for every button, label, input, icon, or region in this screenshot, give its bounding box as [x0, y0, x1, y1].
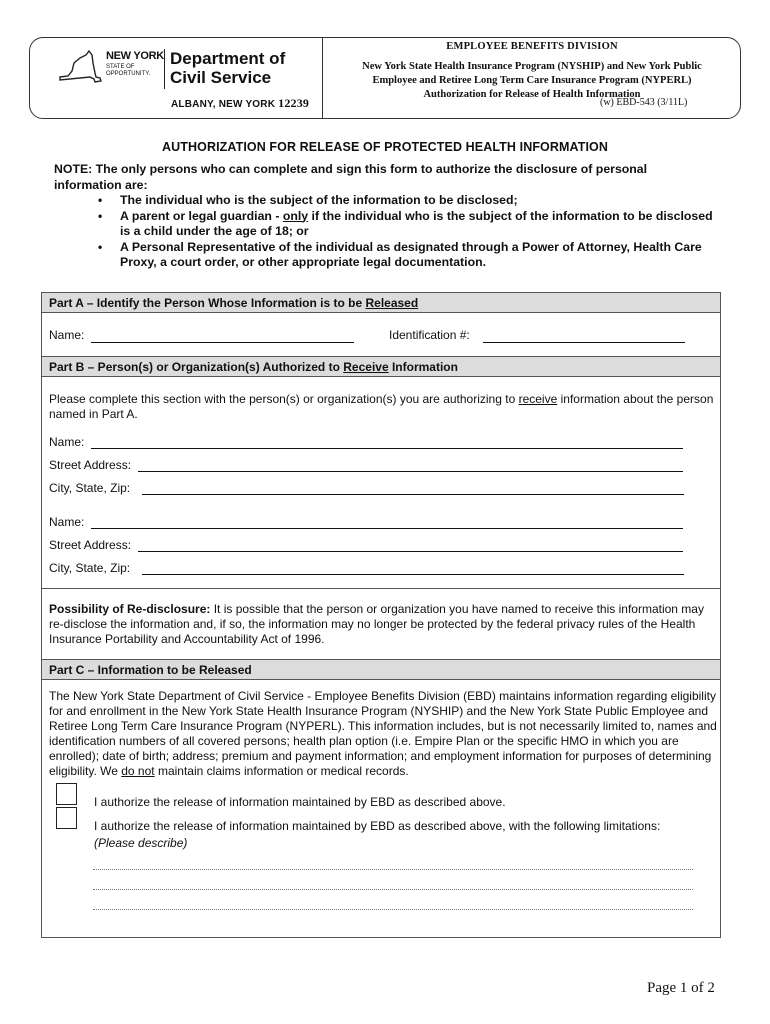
recipient1-city-label: City, State, Zip:: [49, 481, 131, 495]
limitations-hint: (Please describe): [94, 836, 188, 850]
logo-divider: [164, 49, 165, 89]
part-b-instr-emphasis: receive: [518, 392, 558, 406]
agency-logo: [58, 47, 318, 99]
redisclosure-notice: [49, 602, 717, 647]
new-york-state-map-icon: [58, 49, 102, 85]
recipient1-name-field[interactable]: [91, 448, 683, 449]
recipient2-city-field[interactable]: [142, 574, 684, 575]
recipient2-street-label: Street Address:: [49, 538, 132, 552]
limitations-line-2[interactable]: [93, 889, 693, 890]
part-b-instr-pre: Please complete this section with the person(s) or organization(s) you are authorizing to: [49, 392, 519, 406]
logo-new-york-text: NEW YORK: [106, 50, 164, 62]
part-a-id-label: Identification #:: [389, 328, 470, 342]
eligibility-note: [54, 162, 724, 271]
part-a-heading-text: Part A – Identify the Person Whose Information is to be: [49, 296, 366, 310]
page-number: Page 1 of 2: [647, 980, 715, 996]
division-title: EMPLOYEE BENEFITS DIVISION: [446, 41, 618, 52]
bullet2-emphasis: only: [282, 208, 309, 223]
recipient1-street-field[interactable]: [138, 471, 683, 472]
part-c-heading: Part C – Information to be Released: [42, 659, 720, 680]
part-a-heading: [42, 292, 720, 313]
recipient2-street-field[interactable]: [138, 551, 683, 552]
redisclosure-label: Possibility of Re-disclosure:: [49, 602, 211, 616]
form-number: (w) EBD-543 (3/11L): [600, 97, 688, 108]
note-list: [98, 193, 724, 271]
bullet2-pre: A parent or legal guardian -: [120, 208, 283, 223]
program-line-1: New York State Health Insurance Program (NYSHIP) and New York Public: [362, 61, 702, 72]
recipient2-city-label: City, State, Zip:: [49, 561, 131, 575]
form-header-text: [323, 40, 741, 102]
recipient1-city-field[interactable]: [142, 494, 684, 495]
program-line-3: Authorization for Release of Health Information: [423, 89, 641, 100]
part-b-heading: [42, 356, 720, 377]
limitations-line-1[interactable]: [93, 869, 693, 870]
part-c-body-post: maintain claims information or medical records.: [154, 764, 409, 778]
part-a-heading-emphasis: Released: [365, 296, 419, 310]
program-line-2: Employee and Retiree Long Term Care Insurance Program (NYPERL): [372, 75, 692, 86]
part-c-body-emphasis: do not: [121, 764, 155, 778]
recipient1-street-label: Street Address:: [49, 458, 132, 472]
part-c-description: [49, 689, 717, 779]
authorize-limited-checkbox[interactable]: [56, 807, 77, 829]
address-zip: 12239: [278, 96, 310, 110]
logo-dept-line2: Civil Service: [170, 68, 272, 87]
recipient1-name-label: Name:: [49, 435, 85, 449]
form-parts-box: [41, 292, 721, 938]
part-b-instr-post: information about the person named in Part A.: [49, 392, 714, 421]
authorize-limited-label: I authorize the release of information maintained by EBD as described above, with the following limitations:: [94, 819, 661, 833]
redisclosure-divider: [42, 588, 720, 589]
part-c-body-pre: The New York State Department of Civil Service - Employee Benefits Division (EBD) maintains information regarding eligibility for and enrollment in the New York State Health Insurance Program (NYSHIP) and the New York State Public Employee and Retiree Long Term Care Insurance Program (NYPERL). This information includes, but is not necessarily limited to, names and identification numbers of all covered persons; health plan option (i.e. Empire Plan or the specific HMO in which you are enrolled); date of birth; address; premium and payment information; and employment information for purposes of determining eligibility. We: [49, 689, 717, 778]
part-b-heading-emphasis: Receive: [343, 360, 389, 374]
logo-department-name: [170, 49, 330, 87]
authorize-full-label: I authorize the release of information maintained by EBD as described above.: [94, 795, 506, 809]
recipient2-name-field[interactable]: [91, 528, 683, 529]
note-bullet-3: • A Personal Representative of the individual as designated through a Power of Attorney, Health Care Proxy, a court order, or other appropriate legal documentation.: [98, 240, 724, 271]
part-b-heading-text: Part B – Person(s) or Organization(s) Authorized to: [49, 360, 344, 374]
note-intro-line1: NOTE: The only persons who can complete and sign this form to authorize the disclosure of personal: [54, 162, 648, 176]
logo-dept-line1: Department of: [170, 49, 286, 68]
limitations-line-3[interactable]: [93, 909, 693, 910]
part-b-instructions: [49, 392, 717, 422]
page-title: AUTHORIZATION FOR RELEASE OF PROTECTED HEALTH INFORMATION: [162, 140, 608, 154]
agency-address: [171, 96, 309, 111]
note-intro-line2: information are:: [54, 177, 148, 192]
address-city: ALBANY, NEW YORK: [171, 99, 276, 110]
redisclosure-text: It is possible that the person or organization you have named to receive this information may re-disclose the information and, if so, the information may no longer be protected by the federal privacy rules of the Health Insurance Portability and Accountability Act of 1996.: [49, 602, 704, 646]
part-a-id-field[interactable]: [483, 342, 685, 343]
recipient2-name-label: Name:: [49, 515, 85, 529]
authorize-full-checkbox[interactable]: [56, 783, 77, 805]
bullet2-post: if the individual who is the subject of the information to be disclosed is a child under the age of 18; or: [120, 208, 713, 238]
note-bullet-1: • The individual who is the subject of the information to be disclosed;: [98, 193, 724, 209]
part-b-heading-tail: Information: [388, 360, 458, 374]
part-a-name-field[interactable]: [91, 342, 354, 343]
part-a-name-label: Name:: [49, 328, 85, 342]
logo-tagline: STATE OF OPPORTUNITY.: [106, 64, 151, 77]
note-bullet-2: [98, 209, 724, 240]
